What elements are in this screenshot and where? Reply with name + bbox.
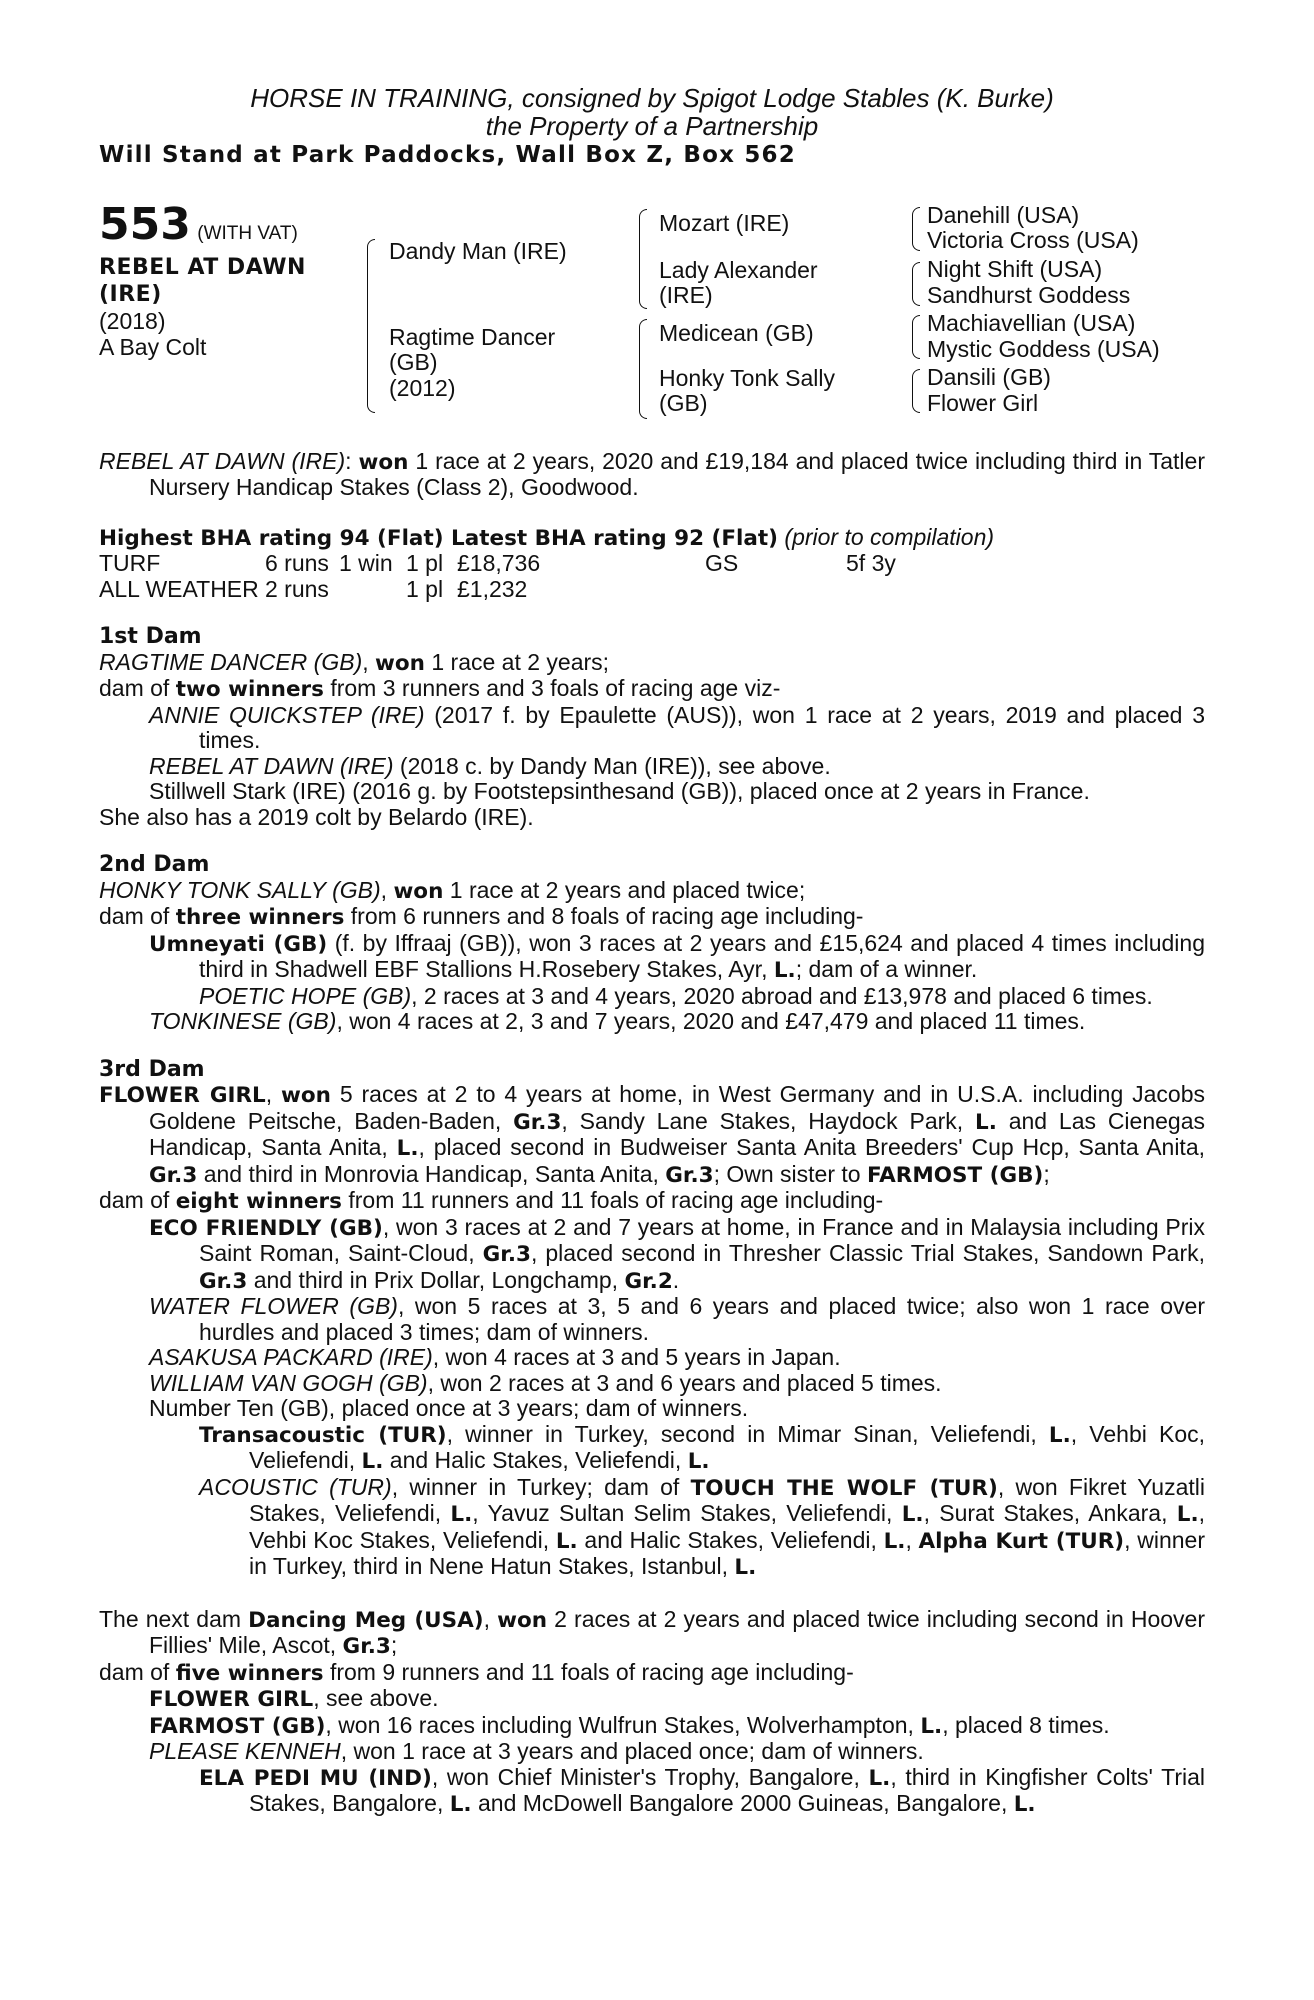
consignor-line: HORSE IN TRAINING, consigned by Spigot Lodge Stables (K. Burke) (250, 83, 1054, 113)
form-runs: 2 runs (265, 575, 329, 602)
form-row-turf (99, 551, 1205, 577)
form-surface: ALL WEATHER (99, 575, 259, 602)
produce-name: TONKINESE (GB) (149, 1008, 337, 1034)
t: , placed second in Budweiser Santa Anita Breeders' Cup Hcp, Santa Anita, (418, 1134, 1206, 1160)
produce-text: , won 1 race at 3 years and placed once; dam of winners. (340, 1738, 924, 1764)
dam-line2: (GB) (389, 349, 438, 375)
produce-name: Transacoustic (TUR) (199, 1422, 447, 1448)
won-label: won (497, 1607, 548, 1633)
sd-sire: Night Shift (USA) (927, 255, 1103, 282)
t: , Vehbi Koc Stakes, Veliefendi, (249, 1500, 1206, 1553)
bha-rating-note: (prior to compilation) (778, 523, 995, 550)
dam-record (99, 1607, 1205, 1660)
vat-note: (WITH VAT) (197, 222, 298, 244)
ratings-block (99, 525, 1205, 603)
dam-dam-line2: (GB) (659, 390, 708, 416)
text: dam of (99, 675, 176, 701)
produce-entry (99, 1294, 1205, 1345)
sister-name: FARMOST (GB) (866, 1162, 1044, 1188)
listed-label: L. (1048, 1422, 1071, 1448)
produce-entry (99, 1371, 1205, 1397)
produce-summary (99, 904, 1205, 931)
produce-summary (99, 1188, 1205, 1215)
produce-text: ; dam of a winner. (795, 956, 978, 982)
brace-3d (912, 369, 920, 413)
summary-horse-name: REBEL AT DAWN (IRE) (99, 447, 346, 474)
dd-sire: Dansili (GB) (927, 363, 1051, 390)
second-dam-section (99, 852, 1205, 1035)
sire: Dandy Man (IRE) (389, 237, 567, 264)
ds-sire: Machiavellian (USA) (927, 309, 1136, 336)
produce-entry (99, 1686, 1205, 1713)
produce-name: ECO FRIENDLY (GB) (149, 1215, 383, 1241)
t: , Yavuz Sultan Selim Stakes, Veliefendi, (472, 1500, 902, 1526)
winners-count: three winners (175, 905, 345, 930)
produce-name: POETIC HOPE (GB) (199, 982, 412, 1009)
produce-entry (99, 931, 1205, 984)
text: from 9 runners and 11 foals of racing age including- (323, 1658, 854, 1685)
produce-entry: Number Ten (GB), placed once at 3 years; dam of winners. (149, 1395, 749, 1421)
produce-entry (99, 754, 1205, 780)
listed-label: L. (975, 1109, 997, 1135)
produce-text: , won 4 races at 2, 3 and 7 years, 2020 and £47,479 and placed 11 times. (336, 1008, 1086, 1034)
listed-label: L. (396, 1136, 419, 1161)
summary-won: won (358, 449, 409, 475)
t: and third in Monrovia Handicap, Santa Anita, (197, 1160, 666, 1187)
listed-label: L. (1176, 1502, 1199, 1527)
listed-label: L. (687, 1449, 710, 1474)
form-prize-money: £1,232 (457, 575, 528, 602)
listed-label: L. (868, 1765, 891, 1791)
t: and Las Cienegas Handicap, Santa Anita, (149, 1107, 1206, 1160)
stand-location: Will Stand at Park Paddocks, Wall Box Z, Box 562 (99, 142, 796, 168)
group-label: Gr.3 (482, 1242, 531, 1267)
pedigree-block (99, 198, 1205, 435)
dam-dam-line1: Honky Tonk Sally (659, 364, 835, 391)
section-title: 2nd Dam (99, 852, 210, 877)
dam-name: FLOWER GIRL (99, 1083, 266, 1108)
t: , Surat Stakes, Ankara, (923, 1500, 1177, 1526)
produce-entry (99, 1422, 1205, 1475)
lot-number-line (99, 198, 298, 250)
produce-entry (99, 1009, 1205, 1035)
t: , won Fikret Yuzatli Stakes, Veliefendi, (249, 1473, 1206, 1526)
listed-label: L. (734, 1555, 757, 1580)
dam-name: HONKY TONK SALLY (GB) (99, 876, 381, 903)
section-title: 3rd Dam (99, 1056, 205, 1082)
t: , winner in Turkey; dam of (391, 1473, 691, 1500)
produce-name: Alpha Kurt (TUR) (918, 1528, 1125, 1554)
t: , Vehbi Koc, Veliefendi, (249, 1420, 1206, 1473)
group-label: Gr.2 (624, 1268, 673, 1294)
listed-label: L. (901, 1502, 924, 1527)
ss-dam: Victoria Cross (USA) (927, 226, 1139, 253)
produce-summary (99, 1660, 1205, 1687)
produce-entry (99, 1713, 1205, 1740)
t: and Halic Stakes, Veliefendi, (577, 1526, 884, 1553)
first-dam-section (99, 624, 1205, 830)
dam-sire: Medicean (GB) (659, 319, 814, 346)
listed-label: L. (1013, 1792, 1036, 1817)
sire-dam-line1: Lady Alexander (659, 256, 818, 283)
produce-name: ANNIE QUICKSTEP (IRE) (149, 701, 425, 728)
dam-name: Dancing Meg (USA) (248, 1607, 484, 1633)
sire-dam (659, 258, 818, 309)
group-label: Gr.3 (665, 1162, 714, 1188)
dam-record: RAGTIME DANCER (GB), won 1 race at 2 years; (99, 648, 610, 676)
text: from 11 runners and 11 foals of racing age including- (341, 1187, 884, 1213)
brace-3c (912, 315, 920, 359)
produce-name: Umneyati (GB) (149, 931, 328, 957)
won-label: won (281, 1083, 331, 1108)
horse-name-line2: (IRE) (99, 281, 162, 307)
listed-label: L. (450, 1502, 473, 1527)
form-runs: 6 runs (265, 550, 329, 576)
dam-record-text: 1 race at 2 years; (424, 648, 610, 675)
winners-count: five winners (175, 1660, 324, 1686)
text: from 3 runners and 3 foals of racing age viz- (323, 675, 781, 701)
section-title: 1st Dam (99, 624, 202, 649)
produce-text: , won 2 races at 3 and 6 years and placed 5 times. (427, 1369, 942, 1396)
won-label: won (393, 878, 444, 904)
ownership-line: the Property of a Partnership (485, 111, 819, 141)
group-label: Gr.3 (342, 1634, 391, 1659)
form-placed: 1 pl (406, 550, 444, 576)
produce-entry (99, 1475, 1205, 1581)
ss-sire: Danehill (USA) (927, 201, 1080, 228)
listed-label: L. (883, 1528, 906, 1554)
form-wins: 1 win (339, 550, 393, 576)
t: , placed 8 times. (942, 1711, 1110, 1738)
t: ; (390, 1632, 398, 1658)
form-placed: 1 pl (406, 575, 444, 602)
text: dam of (99, 903, 176, 929)
t: , Sandy Lane Stakes, Haydock Park, (561, 1107, 976, 1134)
dam-record: HONKY TONK SALLY (GB), won 1 race at 2 years and placed twice; (99, 876, 806, 904)
colour-sex: A Bay Colt (99, 333, 207, 360)
dd-dam: Flower Girl (927, 389, 1039, 416)
produce-text: (f. by Iffraaj (GB)), won 3 races at 2 years and £15,624 and placed 4 times including third in Shadwell EBF Stallions H.Rosebery Stakes, Ayr, (199, 929, 1205, 982)
horse-name (99, 254, 306, 308)
produce-summary (99, 676, 1205, 703)
form-going: GS (705, 550, 739, 576)
t: , (905, 1526, 919, 1553)
bha-rating-line (99, 525, 1205, 552)
t: 2 races at 2 years and placed twice including second in Hoover Fillies' Mile, Ascot, (149, 1605, 1206, 1658)
brace-3b (912, 262, 920, 306)
summary-text: 1 race at 2 years, 2020 and £19,184 and placed twice including third in Tatler Nursery Handicap Stakes (Class 2), Goodwood. (149, 447, 1205, 500)
t: , won Chief Minister's Trophy, Bangalore, (431, 1763, 869, 1790)
produce-entry (99, 1215, 1205, 1295)
form-surface: TURF (99, 550, 161, 576)
fourth-dam-section (99, 1607, 1205, 1818)
listed-label: L. (920, 1713, 943, 1739)
text: dam of (99, 1187, 176, 1213)
t: and third in Prix Dollar, Longchamp, (247, 1266, 625, 1293)
produce-entry (99, 1739, 1205, 1765)
won-label: won (375, 650, 425, 676)
ds-dam: Mystic Goddess (USA) (927, 335, 1160, 362)
winners-count: two winners (175, 677, 324, 702)
produce-name: WATER FLOWER (GB) (149, 1293, 398, 1319)
t: The next dam (99, 1605, 249, 1632)
bha-rating: Highest BHA rating 94 (Flat) Latest BHA rating 92 (Flat) (99, 525, 779, 551)
produce-name: FARMOST (GB) (149, 1713, 326, 1739)
pedigree-brace-sire (639, 209, 647, 309)
produce-name: WILLIAM VAN GOGH (GB) (149, 1369, 428, 1396)
t: , won 3 races at 2 and 7 years at home, in France and in Malaysia including Prix Saint Roman, Saint-Cloud, (199, 1213, 1205, 1266)
sire-sire: Mozart (IRE) (659, 209, 790, 236)
produce-text: (2018 c. by Dandy Man (IRE)), see above. (393, 752, 831, 779)
produce-name: PLEASE KENNEH (149, 1738, 341, 1764)
t: 5 races at 2 to 4 years at home, in West Germany and in U.S.A. including Jacobs Goldene Peitsche, Baden-Baden, (149, 1081, 1205, 1134)
t: and Halic Stakes, Veliefendi, (383, 1447, 688, 1473)
produce-name: ACOUSTIC (TUR) (199, 1473, 392, 1500)
dam-record: FLOWER GIRL, won 5 races at 2 to 4 years at home, in West Germany and in U.S.A. including Jacobs Goldene Peitsche, Baden-Baden, Gr.3, Sandy Lane Stakes, Haydock Park, L. and Las Cienegas Handicap, Santa Anita, L., placed second in Budweiser Santa Anita Breeders' Cup Hcp, Santa Anita, Gr.3 and third in Monrovia Handicap, Santa Anita, Gr.3; Own sister to FARMOST (GB); (99, 1081, 1206, 1188)
form-distance: 5f 3y (846, 550, 896, 576)
t: . (672, 1266, 680, 1293)
produce-text: (2017 f. by Epaulette (AUS)), won 1 race at 2 years, 2019 and placed 3 times. (199, 701, 1205, 753)
produce-text: , won 4 races at 3 and 5 years in Japan. (432, 1344, 841, 1370)
brace-3a (912, 207, 920, 251)
t: ; Own sister to (713, 1160, 867, 1187)
form-prize-money: £18,736 (457, 550, 541, 576)
dam-line3: (2012) (389, 374, 456, 401)
pedigree-brace-dam (639, 319, 647, 419)
group-label: Gr.3 (199, 1268, 248, 1294)
produce-entry (99, 1765, 1205, 1818)
produce-name: ASAKUSA PACKARD (IRE) (149, 1344, 433, 1370)
t: , third in Kingfisher Colts' Trial Stakes, Bangalore, (249, 1763, 1205, 1816)
produce-text: , see above. (313, 1685, 439, 1711)
foaling-year: (2018) (99, 307, 166, 334)
catalogue-page (99, 84, 1205, 1818)
listed-label: L. (361, 1449, 384, 1474)
text: dam of (99, 1658, 176, 1685)
race-summary (99, 449, 1205, 501)
dam-dam (659, 366, 835, 417)
produce-entry: Stillwell Stark (IRE) (2016 g. by Footstepsinthesand (GB)), placed once at 2 years in France. (149, 778, 1090, 804)
form-row-all-weather (99, 577, 1205, 603)
pedigree-brace-main (367, 239, 375, 413)
produce-name: REBEL AT DAWN (IRE) (149, 752, 394, 779)
produce-note: She also has a 2019 colt by Belardo (IRE). (99, 803, 534, 830)
produce-entry (99, 1345, 1205, 1371)
horse-name-line1: REBEL AT DAWN (99, 254, 306, 280)
text: from 6 runners and 8 foals of racing age including- (344, 903, 864, 929)
t: , placed second in Thresher Classic Trial Stakes, Sandown Park, (530, 1240, 1205, 1266)
dam (389, 325, 555, 402)
listed-label: L. (773, 958, 796, 983)
dam-record-text: 1 race at 2 years and placed twice; (443, 876, 806, 903)
listed-label: L. (449, 1792, 472, 1817)
dam-name: RAGTIME DANCER (GB) (99, 648, 363, 675)
sire-dam-line2: (IRE) (659, 282, 713, 308)
produce-text: , 2 races at 3 and 4 years, 2020 abroad and £13,978 and placed 6 times. (411, 982, 1153, 1009)
produce-name: FLOWER GIRL (149, 1687, 314, 1712)
group-label: Gr.3 (149, 1162, 198, 1188)
produce-name: ELA PEDI MU (IND) (199, 1765, 432, 1791)
t: and McDowell Bangalore 2000 Guineas, Bangalore, (471, 1790, 1014, 1816)
group-label: Gr.3 (513, 1109, 562, 1135)
lot-number: 553 (99, 198, 191, 250)
winners-count: eight winners (175, 1189, 342, 1214)
listed-label: L. (555, 1528, 578, 1554)
third-dam-section (99, 1057, 1205, 1581)
t: ; (1043, 1160, 1050, 1187)
dam-line1: Ragtime Dancer (389, 323, 556, 350)
t: , winner in Turkey, third in Nene Hatun Stakes, Istanbul, (249, 1526, 1205, 1579)
produce-entry (99, 703, 1205, 754)
t: , won 16 races including Wulfrun Stakes, Wolverhampton, (325, 1711, 921, 1738)
t: , (483, 1605, 498, 1632)
summary-colon: : (345, 447, 359, 474)
produce-entry (99, 984, 1205, 1010)
sd-dam: Sandhurst Goddess (927, 281, 1131, 308)
produce-text: , won 5 races at 3, 5 and 6 years and placed twice; also won 1 race over hurdles and placed 3 times; dam of winners. (199, 1293, 1205, 1345)
produce-name: TOUCH THE WOLF (TUR) (690, 1475, 998, 1501)
t: , winner in Turkey, second in Mimar Sinan, Veliefendi, (446, 1420, 1049, 1447)
